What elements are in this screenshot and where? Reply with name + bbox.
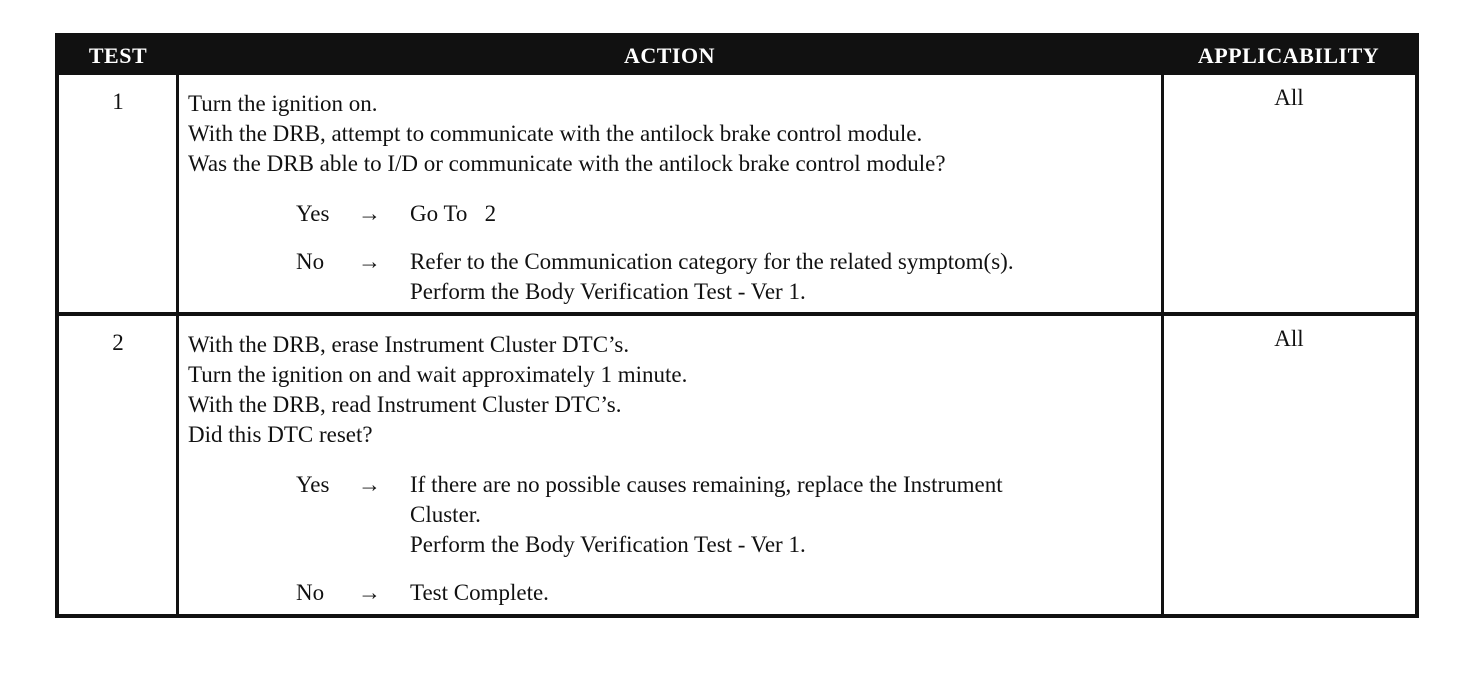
- answer-result: [410, 199, 1148, 229]
- applicability-value: All: [1274, 85, 1304, 110]
- answer-text-line: If there are no possible causes remaining, replace the Instrument: [410, 472, 1003, 497]
- answer-text-line: Go To 2: [410, 201, 497, 226]
- right-arrow-icon: →: [358, 472, 381, 497]
- action-cell: [188, 330, 1148, 626]
- answer-label: No: [296, 580, 325, 605]
- answer-label: Yes: [296, 472, 330, 497]
- answer-text-line: Refer to the Communication category for the related symptom(s).: [410, 249, 1014, 274]
- action-step: Turn the ignition on.: [188, 91, 378, 116]
- answer-yes: [188, 470, 1148, 560]
- answer-result: [410, 247, 1148, 307]
- answer-label: No: [296, 249, 325, 274]
- answer-text-line: Cluster.: [410, 502, 481, 527]
- applicability-value: All: [1274, 326, 1304, 351]
- test-number: 1: [112, 89, 124, 114]
- right-arrow-icon: →: [358, 201, 381, 226]
- answer-list: [188, 199, 1148, 307]
- header-test: TEST: [88, 43, 148, 68]
- action-step: With the DRB, erase Instrument Cluster DTC’s.: [188, 332, 630, 357]
- action-step: With the DRB, attempt to communicate with the antilock brake control module.: [188, 121, 923, 146]
- right-arrow-icon: →: [358, 249, 381, 274]
- answer-no: [188, 578, 1148, 608]
- answer-text-line: Test Complete.: [410, 580, 549, 605]
- diagnostic-test-table: [55, 33, 1419, 618]
- table-row: [59, 316, 1415, 614]
- action-question: Was the DRB able to I/D or communicate with the antilock brake control module?: [188, 151, 946, 176]
- answer-list: [188, 470, 1148, 608]
- table-header: [59, 37, 1415, 75]
- answer-label: Yes: [296, 201, 330, 226]
- test-number: 2: [112, 330, 124, 355]
- action-step: With the DRB, read Instrument Cluster DTC’s.: [188, 392, 622, 417]
- action-step: Turn the ignition on and wait approximately 1 minute.: [188, 362, 688, 387]
- answer-no: [188, 247, 1148, 307]
- answer-result: [410, 470, 1148, 560]
- answer-yes: [188, 199, 1148, 229]
- right-arrow-icon: →: [358, 580, 381, 605]
- answer-result: [410, 578, 1148, 608]
- table-row: [59, 75, 1415, 312]
- action-question: Did this DTC reset?: [188, 422, 373, 447]
- header-action: ACTION: [623, 43, 715, 68]
- answer-text-line: Perform the Body Verification Test - Ver 1.: [410, 279, 806, 304]
- action-cell: [188, 89, 1148, 325]
- answer-text-line: Perform the Body Verification Test - Ver 1.: [410, 532, 806, 557]
- header-applicability: APPLICABILITY: [1197, 43, 1380, 68]
